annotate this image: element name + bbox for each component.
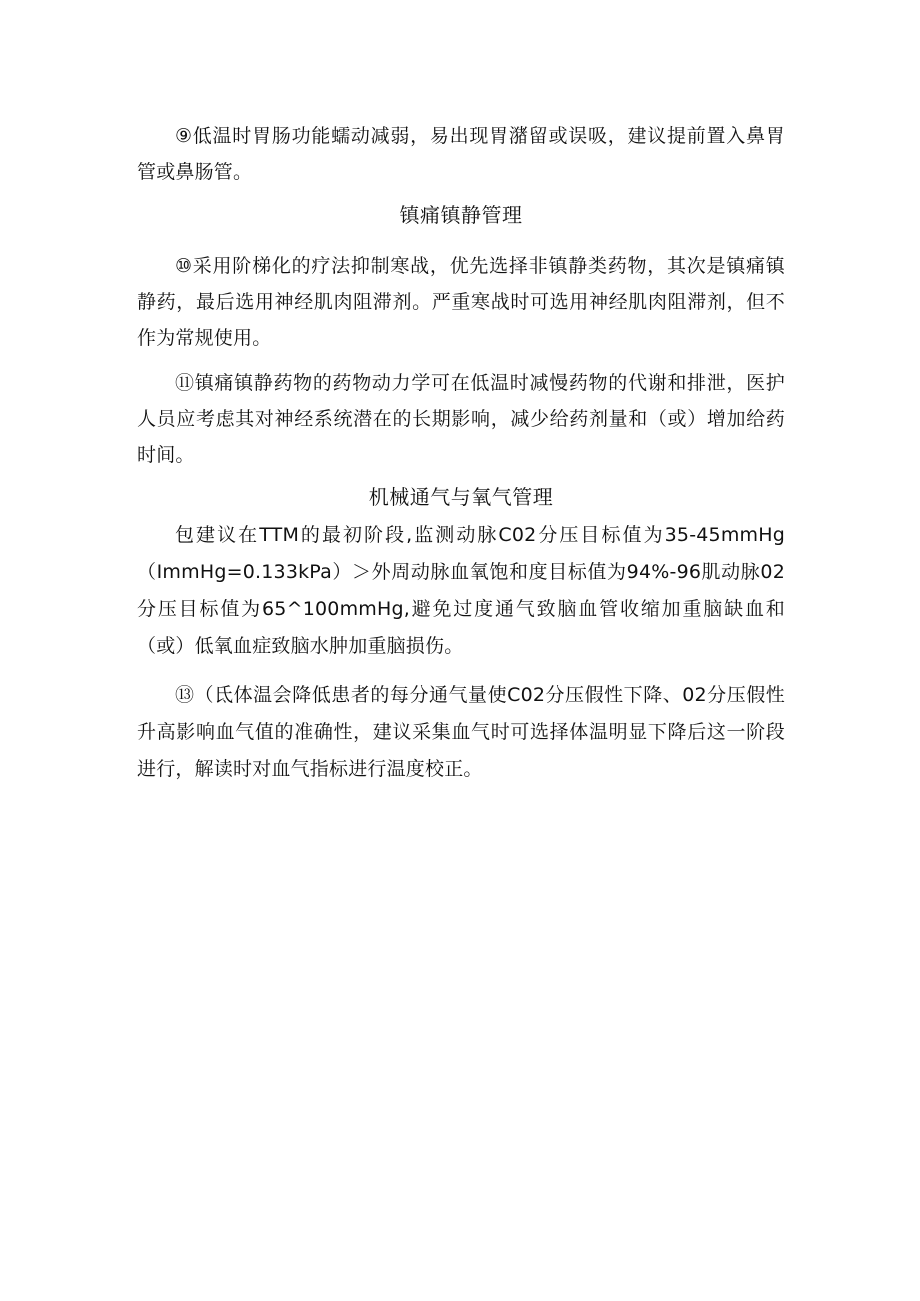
paragraph-shivering: ⑩采用阶梯化的疗法抑制寒战，优先选择非镇静类药物，其次是镇痛镇静药，最后选用神经肌肉阻滞剂。严重寒战时可选用神经肌肉阻滞剂，但不作为常规使用。 [137,255,785,349]
paragraph-blood-gas: ⑬（氐体温会降低患者的每分通气量使C02分压假性下降、02分压假性升高影响血气值的准确性，建议采集血气时可选择体温明显下降后这一阶段进行，解读时对血气指标进行温度校正。 [137,684,785,780]
section-title-ventilation: 机械通气与氧气管理 [368,485,554,509]
paragraph-pharmacokinetics: ⑪镇痛镇静药物的药物动力学可在低温时减慢药物的代谢和排泄，医护人员应考虑其对神经系统潜在的长期影响，减少给药剂量和（或）增加给药时间。 [137,372,785,466]
paragraph-co2-targets: 包建议在TTM的最初阶段,监测动脉C02分压目标值为35-45mmHg（ImmHg=0.133kPa）＞外周动脉血氧饱和度目标值为94%-96肌动脉02分压目标值为65^100mmHg,避免过度通气致脑血管收缩加重脑缺血和（或）低氧血症致脑水肿加重脑损伤。 [137,524,785,657]
paragraph-gastrointestinal: ⑨低温时胃肠功能蠕动减弱，易出现胃潴留或误吸，建议提前置入鼻胃管或鼻肠管。 [137,125,785,183]
section-title-sedation: 镇痛镇静管理 [399,203,523,227]
document-body [137,118,785,788]
